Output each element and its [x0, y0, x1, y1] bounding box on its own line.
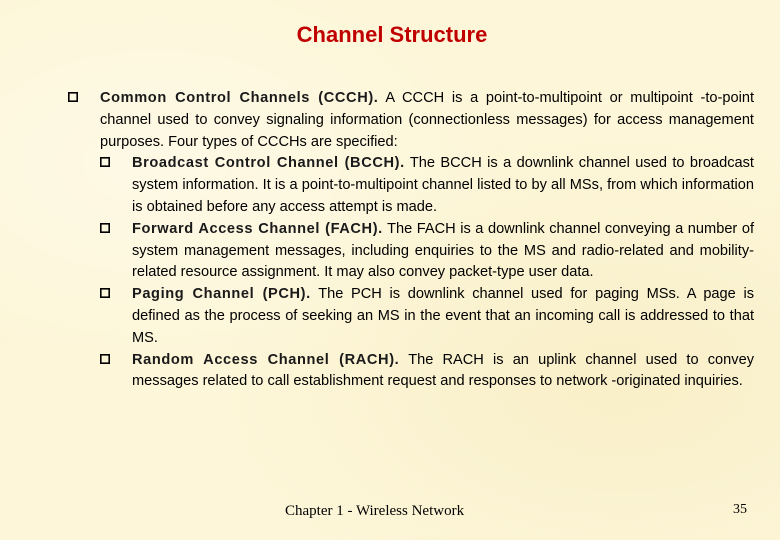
footer-chapter: Chapter 1 - Wireless Network [285, 503, 465, 519]
item-term: Common Control Channels (CCCH). [100, 90, 379, 106]
list-item-fach [98, 219, 754, 284]
list-item-rach [98, 350, 754, 394]
list-item-bcch [98, 153, 754, 218]
page-title: Channel Structure [296, 22, 488, 47]
item-term: Paging Channel (PCH). [132, 286, 311, 303]
item-term: Random Access Channel (RACH). [132, 351, 400, 368]
list-item-pch [98, 284, 754, 349]
square-bullet-icon [100, 223, 110, 233]
item-text: The BCCH is a downlink channel used to broadcast system information. It is a point-to-multipoint channel listed to by all MSs, from which information is obtained before any access attempt is made. [132, 155, 754, 215]
square-bullet-icon [68, 92, 78, 102]
square-bullet-icon [100, 354, 110, 364]
item-text: The FACH is a downlink channel conveying a number of system management messages, including enquiries to the MS and radio-related and mobility-related resource assignment. It may also convey packet-type user data. [132, 220, 754, 281]
square-bullet-icon [100, 288, 110, 298]
list-item-ccch [66, 88, 754, 153]
bullet-list [66, 88, 754, 393]
item-text: The PCH is downlink channel used for paging MSs. A page is defined as the process of seeking an MS in the event that an incoming call is addressed to that MS. [132, 286, 755, 346]
item-term: Broadcast Control Channel (BCCH). [132, 155, 405, 172]
item-term: Forward Access Channel (FACH). [132, 220, 383, 237]
item-text: A CCCH is a point-to-multipoint or multipoint -to-point channel used to convey signaling information (connectionless messages) for access management purposes. Four types of CCCHs are specified: [100, 90, 754, 150]
page-number: 35 [733, 502, 747, 517]
item-text: The RACH is an uplink channel used to convey messages related to call establishment request and responses to network -originated inquiries. [132, 351, 754, 390]
square-bullet-icon [100, 157, 110, 167]
